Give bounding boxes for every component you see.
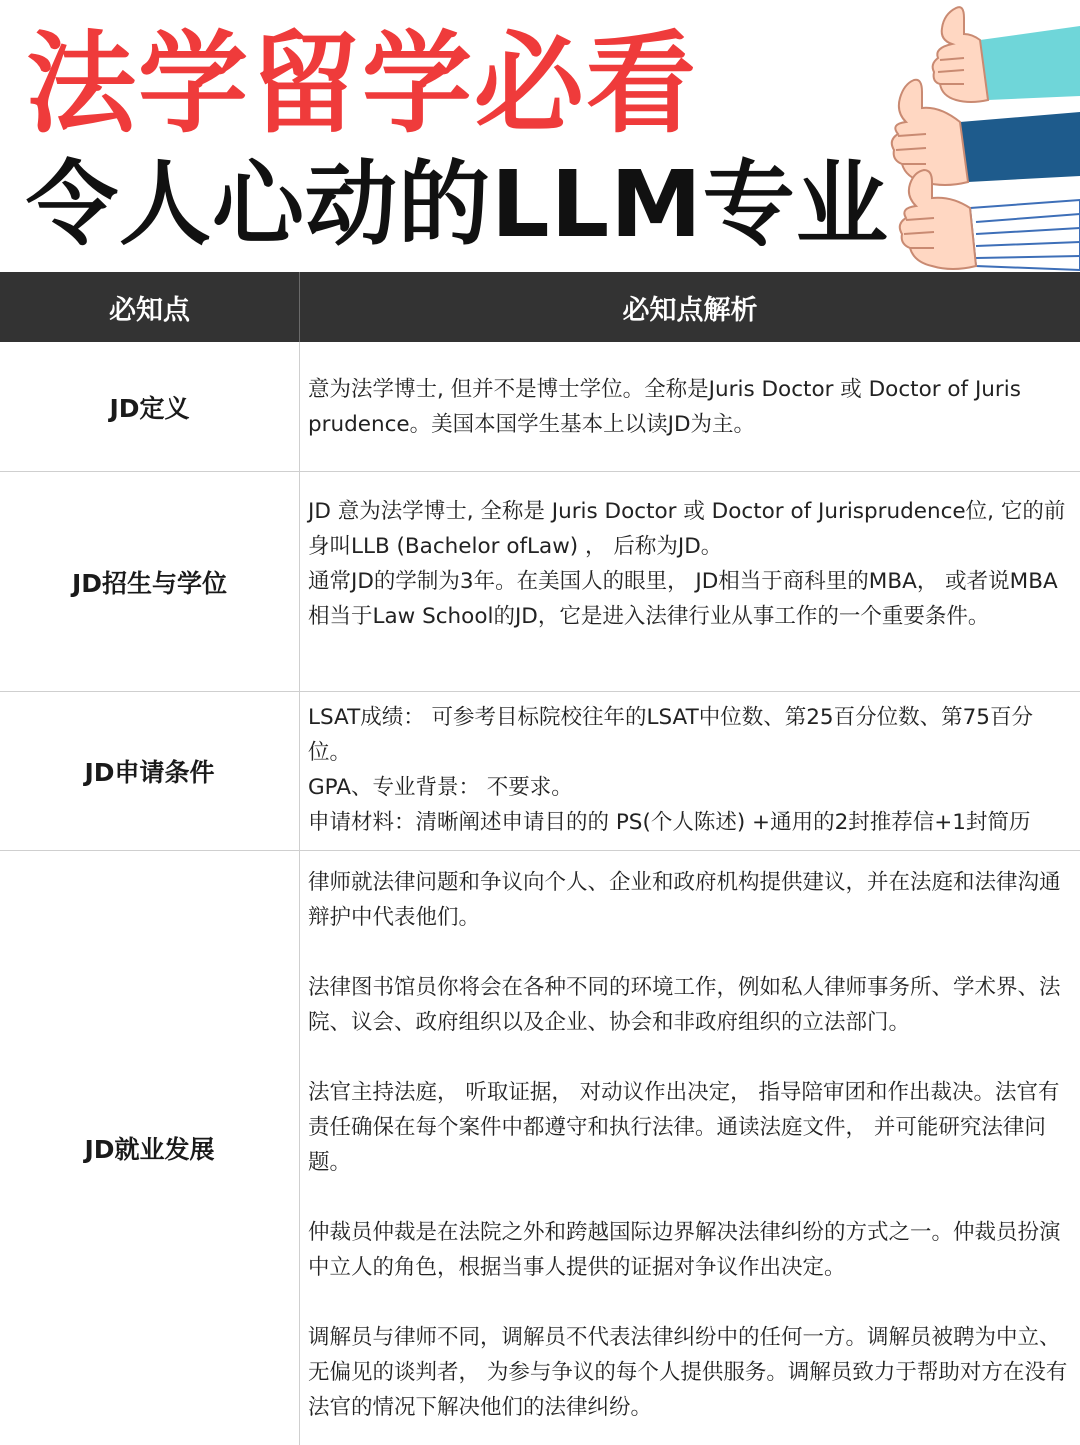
paragraph: 仲裁员仲裁是在法院之外和跨越国际边界解决法律纠纷的方式之一。仲裁员扮演中立人的角色，根据当事人提供的证据对争议作出决定。 (308, 1220, 1061, 1280)
paragraph: 法律图书馆员你将会在各种不同的环境工作，例如私人律师事务所、学术界、法院、议会、政府组织以及企业、协会和非政府组织的立法部门。 (308, 975, 1061, 1035)
column-header-analysis: 必知点解析 (622, 294, 758, 326)
row-value (300, 851, 1080, 1445)
paragraph: GPA、专业背景： 不要求。 (308, 775, 573, 800)
table-row (0, 692, 1080, 851)
row-key-jd-requirements: JD申请条件 (0, 692, 300, 850)
table-row (0, 342, 1080, 472)
column-header-point: 必知点 (0, 272, 300, 342)
row-value (300, 342, 1080, 471)
paragraph: 法官主持法庭， 听取证据， 对动议作出决定， 指导陪审团和作出裁决。法官有责任确保在每个案件中都遵守和执行法律。通读法庭文件， 并可能研究法律问题。 (308, 1080, 1060, 1175)
table-row (0, 472, 1080, 692)
table-row (0, 851, 1080, 1445)
thumbs-up-icon (900, 170, 1080, 270)
page-subtitle: 令人心动的LLM专业 (26, 151, 889, 258)
table-header-row (0, 272, 1080, 342)
paragraph: 意为法学博士, 但并不是博士学位。全称是Juris Doctor 或 Doctor of Juris prudence。美国本国学生基本上以读JD为主。 (308, 377, 1021, 437)
paragraph: 通常JD的学制为3年。在美国人的眼里， JD相当于商科里的MBA， 或者说MBA相当于Law School的JD，它是进入法律行业从事工作的一个重要条件。 (308, 569, 1058, 629)
row-key-jd-admission: JD招生与学位 (0, 472, 300, 691)
paragraph: 调解员与律师不同，调解员不代表法律纠纷中的任何一方。调解员被聘为中立、无偏见的谈判者， 为参与争议的每个人提供服务。调解员致力于帮助对方在没有法官的情况下解决他们的法律纠纷。 (308, 1325, 1068, 1420)
paragraph: JD 意为法学博士, 全称是 Juris Doctor 或 Doctor of Jurisprudence位, 它的前身叫LLB (Bachelor ofLaw) ， 后称为JD。 (308, 499, 1066, 559)
paragraph: 申请材料：清晰阐述申请目的的 PS(个人陈述) +通用的2封推荐信+1封简历 (308, 810, 1031, 835)
paragraph: LSAT成绩： 可参考目标院校往年的LSAT中位数、第25百分位数、第75百分位。 (308, 705, 1033, 765)
thumbs-up-icon (933, 7, 1080, 102)
row-value (300, 472, 1080, 691)
paragraph: 律师就法律问题和争议向个人、企业和政府机构提供建议，并在法庭和法律沟通辩护中代表他们。 (308, 870, 1061, 930)
row-value (300, 692, 1080, 850)
row-key-jd-definition: JD定义 (0, 342, 300, 471)
page-header (0, 0, 1080, 272)
row-key-jd-careers: JD就业发展 (0, 851, 300, 1445)
thumbs-up-illustration (860, 0, 1080, 272)
knowledge-table (0, 272, 1080, 1445)
page-title: 法学留学必看 (26, 20, 698, 148)
